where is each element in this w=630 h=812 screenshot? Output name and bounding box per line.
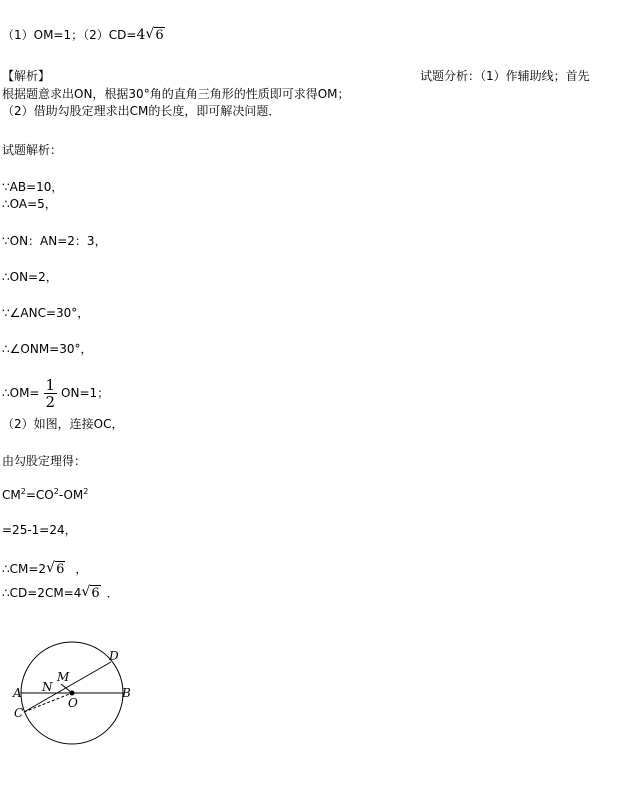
label-b: B xyxy=(122,686,131,700)
step12-prefix: ∴CM=2 xyxy=(2,562,47,576)
circle-diagram xyxy=(0,640,160,760)
solution-step-11: =25-1=24， xyxy=(2,523,77,537)
step13-radicand: 6 xyxy=(91,586,100,601)
solution-step-3: ∵ON：AN=2：3， xyxy=(2,234,107,248)
label-c: C xyxy=(14,706,24,720)
solution-step-6: ∴∠ONM=30°， xyxy=(2,342,93,356)
answer-radicand: 6 xyxy=(155,28,164,43)
co-term: =CO xyxy=(25,488,54,502)
om-term: -OM xyxy=(58,488,84,502)
solution-step-2: ∴OA=5， xyxy=(2,197,57,211)
analysis-header: 【解析】 xyxy=(2,69,51,83)
answer-text: （1）OM=1；（2）CD= xyxy=(2,28,137,42)
sqrt-symbol: √ 6 xyxy=(145,26,164,43)
solution-step-9: 由勾股定理得： xyxy=(2,454,87,468)
step7-prefix: ∴OM= xyxy=(2,386,40,400)
solution-step-7 xyxy=(2,376,109,410)
solution-title: 试题解析： xyxy=(2,143,63,157)
center-point-o xyxy=(70,691,75,696)
fraction-denominator: 2 xyxy=(45,393,56,411)
solution-step-5: ∵∠ANC=30°， xyxy=(2,306,90,320)
segment-oc-dashed xyxy=(24,693,72,712)
solution-step-10 xyxy=(2,487,88,503)
analysis-line-3: （2）借助勾股定理求出CM的长度，即可解决问题． xyxy=(2,104,281,118)
label-n: N xyxy=(42,680,53,694)
analysis-right-text: 试题分析：（1）作辅助线；首先 xyxy=(420,69,590,83)
label-m: M xyxy=(57,670,70,684)
solution-step-8: （2）如图，连接OC， xyxy=(2,417,124,431)
solution-step-1: ∵AB=10， xyxy=(2,180,64,194)
sqrt-symbol: √ 6 xyxy=(81,584,100,601)
step13-prefix: ∴CD=2CM=4 xyxy=(2,586,82,600)
analysis-line-2: 根据题意求出ON，根据30°角的直角三角形的性质即可求得OM； xyxy=(2,87,350,101)
label-a: A xyxy=(13,686,22,700)
sqrt-symbol: √ 6 xyxy=(46,560,65,577)
step12-suffix: ， xyxy=(75,562,88,576)
answer-coef: 4 xyxy=(136,27,146,43)
fraction-numerator: 1 xyxy=(45,376,56,394)
step7-suffix: ON=1； xyxy=(61,386,110,400)
label-d: D xyxy=(109,649,119,663)
label-o: O xyxy=(68,696,78,710)
step13-suffix: ． xyxy=(106,586,119,600)
square-exponent: 2 xyxy=(83,487,89,496)
solution-step-12 xyxy=(2,561,87,578)
square-exponent: 2 xyxy=(53,487,59,496)
step12-radicand: 6 xyxy=(56,562,65,577)
fraction-half xyxy=(44,377,58,410)
square-exponent: 2 xyxy=(20,487,26,496)
solution-step-13 xyxy=(2,585,119,602)
cm-term: CM xyxy=(2,488,21,502)
solution-step-4: ∴ON=2， xyxy=(2,270,58,284)
answer-line xyxy=(2,27,165,44)
